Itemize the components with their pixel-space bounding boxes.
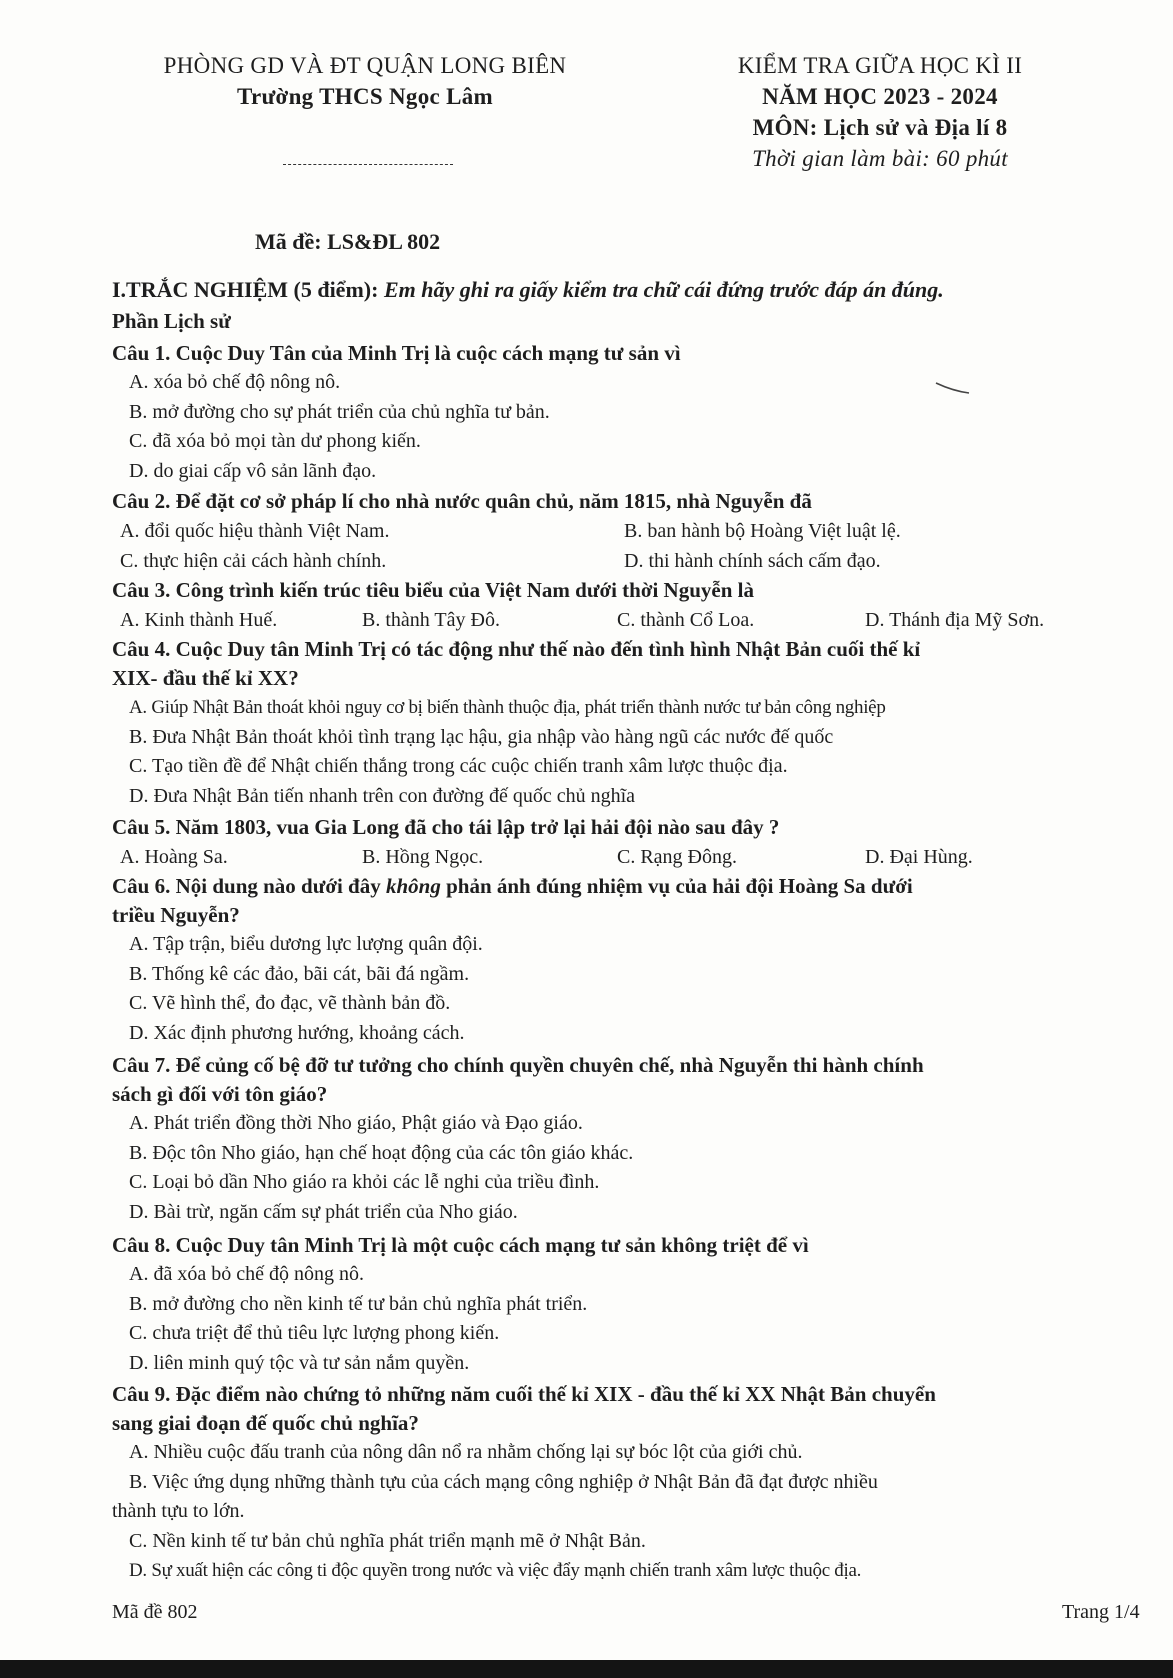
question-4 bbox=[112, 635, 1097, 811]
stem-part: Câu 6. Nội dung nào dưới đây bbox=[112, 874, 381, 898]
option-a: A. xóa bỏ chế độ nông nô. bbox=[129, 371, 341, 393]
option-a: A. Phát triển đồng thời Nho giáo, Phật giáo và Đạo giáo. bbox=[129, 1112, 583, 1134]
question-1 bbox=[112, 339, 1097, 486]
section-instruction: Em hãy ghi ra giấy kiểm tra chữ cái đứng trước đáp án đúng. bbox=[383, 277, 944, 302]
header-left bbox=[130, 50, 600, 112]
option-d: D. Đưa Nhật Bản tiến nhanh trên con đường đế quốc chủ nghĩa bbox=[129, 784, 636, 807]
header-right bbox=[680, 50, 1080, 174]
exam-code: Mã đề: LS&ĐL 802 bbox=[255, 229, 441, 254]
question-stem: Câu 8. Cuộc Duy tân Minh Trị là một cuộc cách mạng tư sản không triệt để vì bbox=[112, 1233, 809, 1257]
question-stem: Câu 3. Công trình kiến trúc tiêu biểu của Việt Nam dưới thời Nguyễn là bbox=[112, 578, 754, 602]
option-b: B. Thống kê các đảo, bãi cát, bãi đá ngầm. bbox=[129, 962, 470, 985]
option-c: C. thành Cổ Loa. bbox=[617, 609, 755, 631]
question-stem-line-1: Câu 4. Cuộc Duy tân Minh Trị có tác động như thế nào đến tình hình Nhật Bản cuối thế kỉ bbox=[112, 637, 921, 661]
option-c: C. thực hiện cải cách hành chính. bbox=[120, 550, 387, 572]
option-b-continued: thành tựu to lớn. bbox=[112, 1500, 245, 1522]
option-a: A. Nhiều cuộc đấu tranh của nông dân nổ ra nhằm chống lại sự bóc lột của giới chủ. bbox=[129, 1441, 803, 1463]
option-a: A. Tập trận, biểu dương lực lượng quân đội. bbox=[129, 933, 483, 955]
pen-mark bbox=[935, 381, 971, 395]
question-6 bbox=[112, 872, 1097, 1048]
option-b: B. Đưa Nhật Bản thoát khỏi tình trạng lạc hậu, gia nhập vào hàng ngũ các nước đế quốc bbox=[129, 725, 834, 748]
option-b: B. Việc ứng dụng những thành tựu của cách mạng công nghiệp ở Nhật Bản đã đạt được nhiều bbox=[129, 1470, 878, 1493]
header-separator bbox=[283, 164, 453, 165]
option-b: B. ban hành bộ Hoàng Việt luật lệ. bbox=[624, 520, 901, 542]
section-heading bbox=[112, 277, 944, 303]
options-grid bbox=[112, 605, 1097, 635]
question-stem-line-2: XIX- đầu thế kỉ XX? bbox=[112, 666, 299, 690]
question-3 bbox=[112, 576, 1097, 635]
option-d: D. Sự xuất hiện các công ti độc quyền trong nước và việc đẩy mạnh chiến tranh xâm lược thuộc địa. bbox=[129, 1560, 862, 1581]
question-stem-line-2: sách gì đối với tôn giáo? bbox=[112, 1082, 328, 1106]
subject: MÔN: Lịch sử và Địa lí 8 bbox=[752, 115, 1008, 140]
question-stem-line-1 bbox=[112, 872, 1097, 901]
option-c: C. Vẽ hình thể, đo đạc, vẽ thành bản đồ. bbox=[129, 992, 451, 1014]
option-c: C. Tạo tiền đề để Nhật chiến thắng trong các cuộc chiến tranh xâm lược thuộc địa. bbox=[129, 755, 788, 777]
option-d: D. Thánh địa Mỹ Sơn. bbox=[865, 609, 1045, 631]
question-stem-line-2: triều Nguyễn? bbox=[112, 903, 240, 927]
stem-part: phản ánh đúng nhiệm vụ của hải đội Hoàng Sa dưới bbox=[446, 874, 913, 898]
section-label: I.TRẮC NGHIỆM (5 điểm): bbox=[112, 277, 379, 302]
question-stem: Câu 1. Cuộc Duy Tân của Minh Trị là cuộc cách mạng tư sản vì bbox=[112, 341, 681, 365]
question-2 bbox=[112, 487, 1097, 576]
question-stem: Câu 5. Năm 1803, vua Gia Long đã cho tái lập trở lại hải đội nào sau đây ? bbox=[112, 815, 780, 839]
option-c: C. Rạng Đông. bbox=[617, 846, 737, 868]
option-b: B. mở đường cho sự phát triển của chủ nghĩa tư bản. bbox=[129, 400, 550, 423]
option-a: A. đổi quốc hiệu thành Việt Nam. bbox=[120, 520, 390, 542]
option-d: D. thi hành chính sách cấm đạo. bbox=[624, 550, 881, 572]
department-name: PHÒNG GD VÀ ĐT QUẬN LONG BIÊN bbox=[163, 53, 567, 78]
option-a: A. Kinh thành Huế. bbox=[120, 609, 278, 631]
option-d: D. liên minh quý tộc và tư sản nắm quyền. bbox=[129, 1351, 470, 1374]
school-year: NĂM HỌC 2023 - 2024 bbox=[762, 84, 998, 109]
option-a: A. đã xóa bỏ chế độ nông nô. bbox=[129, 1263, 364, 1285]
question-7 bbox=[112, 1051, 1097, 1227]
duration: Thời gian làm bài: 60 phút bbox=[752, 146, 1008, 171]
option-d: D. Đại Hùng. bbox=[865, 846, 973, 868]
option-b: B. Hồng Ngọc. bbox=[362, 846, 484, 868]
option-a: A. Hoàng Sa. bbox=[120, 846, 228, 868]
question-stem-line-1: Câu 9. Đặc điểm nào chứng tỏ những năm cuối thế kỉ XIX - đầu thế kỉ XX Nhật Bản chuyển bbox=[112, 1382, 936, 1406]
exam-title: KIỂM TRA GIỮA HỌC KÌ II bbox=[737, 53, 1023, 78]
option-b: B. mở đường cho nền kinh tế tư bản chủ nghĩa phát triển. bbox=[129, 1292, 588, 1315]
option-c: C. Loại bỏ dần Nho giáo ra khỏi các lễ nghi của triều đình. bbox=[129, 1171, 600, 1193]
question-stem: Câu 2. Để đặt cơ sở pháp lí cho nhà nước quân chủ, năm 1815, nhà Nguyễn đã bbox=[112, 489, 812, 513]
option-d: D. Xác định phương hướng, khoảng cách. bbox=[129, 1021, 465, 1044]
option-d: D. Bài trừ, ngăn cấm sự phát triển của Nho giáo. bbox=[129, 1200, 518, 1223]
stem-emphasis: không bbox=[385, 874, 441, 898]
scan-edge bbox=[0, 1660, 1173, 1678]
options-grid bbox=[112, 842, 1097, 872]
option-a: A. Giúp Nhật Bản thoát khỏi nguy cơ bị biến thành thuộc địa, phát triển thành nước tư bản công nghiệp bbox=[129, 697, 886, 718]
question-5 bbox=[112, 813, 1097, 872]
option-b: B. thành Tây Đô. bbox=[362, 609, 500, 631]
question-stem-line-1: Câu 7. Để củng cố bệ đỡ tư tưởng cho chính quyền chuyên chế, nhà Nguyễn thi hành chính bbox=[112, 1053, 924, 1077]
question-stem-line-2: sang giai đoạn đế quốc chủ nghĩa? bbox=[112, 1411, 419, 1435]
school-name: Trường THCS Ngọc Lâm bbox=[237, 84, 493, 109]
question-8 bbox=[112, 1231, 1097, 1378]
options-grid bbox=[112, 516, 1097, 576]
footer-exam-code: Mã đề 802 bbox=[112, 1601, 198, 1623]
option-d: D. do giai cấp vô sản lãnh đạo. bbox=[129, 459, 377, 482]
option-c: C. đã xóa bỏ mọi tàn dư phong kiến. bbox=[129, 430, 421, 452]
footer-page-number: Trang 1/4 bbox=[1062, 1601, 1140, 1623]
option-c: C. Nền kinh tế tư bản chủ nghĩa phát triển mạnh mẽ ở Nhật Bản. bbox=[129, 1529, 646, 1552]
question-9 bbox=[112, 1380, 1097, 1586]
part-title: Phần Lịch sử bbox=[112, 309, 231, 333]
option-b: B. Độc tôn Nho giáo, hạn chế hoạt động của các tôn giáo khác. bbox=[129, 1141, 634, 1164]
option-c: C. chưa triệt để thủ tiêu lực lượng phong kiến. bbox=[129, 1322, 500, 1344]
